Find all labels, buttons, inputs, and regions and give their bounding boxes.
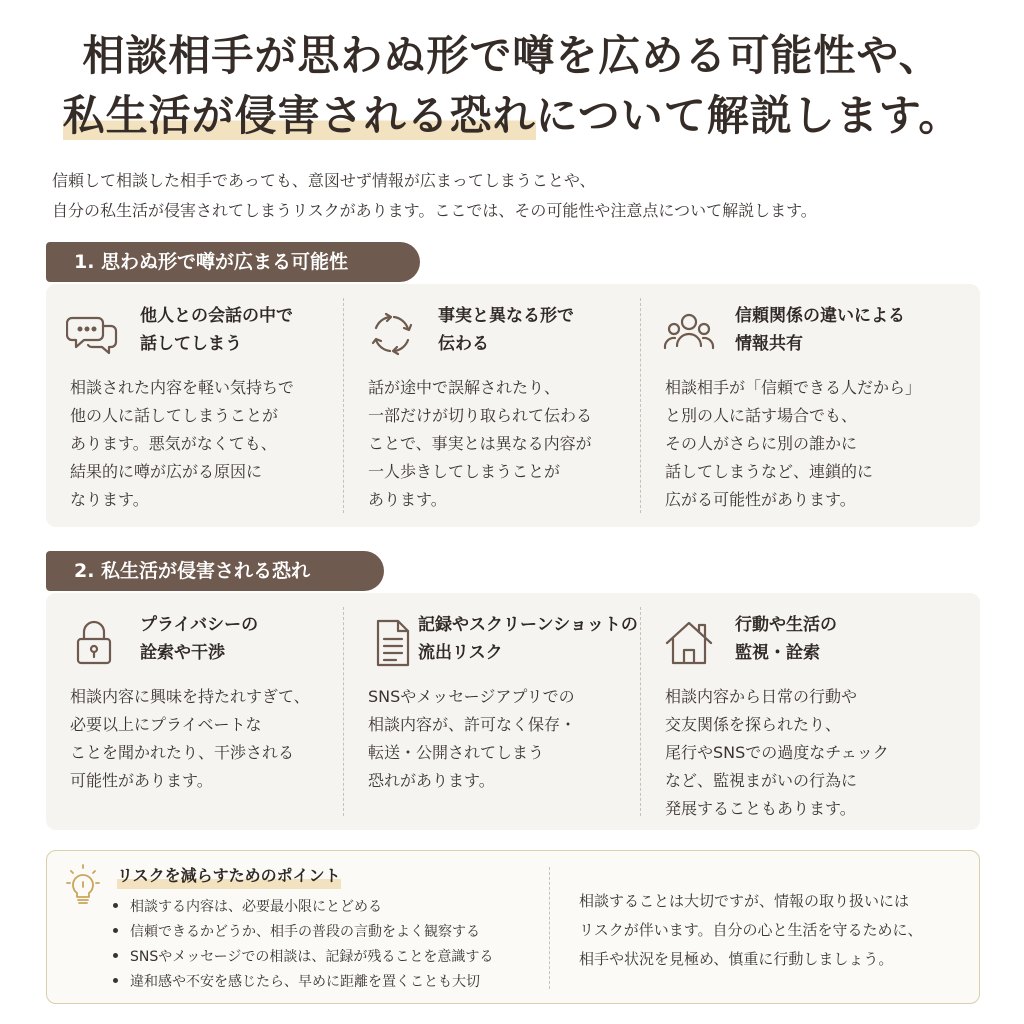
body-line: 他の人に話してしまうことが — [70, 406, 279, 425]
list-item — [113, 945, 493, 970]
body-line: 相談内容に興味を持たれすぎて、 — [70, 687, 310, 706]
body-line: あります。 — [368, 490, 447, 509]
bullet — [113, 953, 118, 958]
body-line: なります。 — [70, 490, 149, 509]
title-line-2 — [0, 86, 1024, 146]
chat-bubbles-icon — [66, 306, 122, 362]
item-heading — [735, 611, 945, 667]
body-line: ことで、事実とは異なる内容が — [368, 434, 592, 453]
list-item — [113, 970, 493, 995]
item-heading — [140, 611, 350, 667]
section-2-item-3 — [640, 607, 937, 816]
house-icon — [661, 615, 717, 671]
body-line: ことを聞かれたり、干渉される — [70, 743, 295, 762]
note-line: 相談することは大切ですが、情報の取り扱いには — [579, 892, 910, 910]
section-2-label: 2. 私生活が侵害される恐れ — [46, 551, 384, 591]
item-body — [368, 683, 638, 795]
cycle-arrows-icon — [364, 306, 420, 362]
heading-line: プライバシーの — [140, 615, 259, 635]
section-1-item-2 — [343, 298, 640, 513]
body-line: 広がる可能性があります。 — [665, 490, 856, 509]
heading-line: 監視・詮索 — [735, 643, 820, 663]
section-2-panel — [46, 593, 980, 830]
tips-title: リスクを減らすためのポイント — [117, 863, 341, 889]
item-body — [665, 683, 935, 823]
body-line: 相談相手が「信頼できる人だから」 — [665, 378, 922, 397]
item-heading — [735, 302, 945, 358]
list-item — [113, 920, 493, 945]
body-line: 話してしまうなど、連鎖的に — [665, 462, 874, 481]
heading-line: 事実と異なる形で — [438, 306, 574, 326]
section-2-item-2 — [343, 607, 640, 816]
body-line: 話が途中で誤解されたり、 — [368, 378, 561, 397]
body-line: 恐れがあります。 — [368, 771, 495, 790]
section-1-item-3 — [640, 298, 937, 513]
lock-icon — [66, 615, 122, 671]
body-line: 相談された内容を軽い気持ちで — [70, 378, 294, 397]
heading-line: 伝わる — [438, 334, 489, 354]
note-line: 相手や状況を見極め、慎重に行動しましょう。 — [579, 950, 894, 968]
intro-line-2: 自分の私生活が侵害されてしまうリスクがあります。ここでは、その可能性や注意点について解説します。 — [52, 201, 817, 220]
heading-line: 情報共有 — [735, 334, 803, 354]
bullet — [113, 928, 118, 933]
tips-list — [113, 895, 493, 995]
body-line: など、監視まがいの行為に — [665, 771, 858, 790]
body-line: と別の人に話す場合でも、 — [665, 406, 858, 425]
body-line: その人がさらに別の誰かに — [665, 434, 858, 453]
bullet — [113, 903, 118, 908]
body-line: 相談内容が、許可なく保存・ — [368, 715, 577, 734]
heading-line: 他人との会話の中で — [140, 306, 293, 326]
body-line: 相談内容から日常の行動や — [665, 687, 858, 706]
list-item — [113, 895, 493, 920]
divider — [549, 867, 550, 989]
body-line: 一部だけが切り取られて伝わる — [368, 406, 593, 425]
heading-line: 流出リスク — [418, 643, 503, 663]
body-line: SNSやメッセージアプリでの — [368, 687, 575, 706]
title-line-1: 相談相手が思わぬ形で噂を広める可能性や、 — [82, 31, 942, 80]
item-body — [665, 374, 935, 514]
body-line: 必要以上にプライベートな — [70, 715, 262, 734]
heading-line: 信頼関係の違いによる — [735, 306, 905, 326]
item-heading — [140, 302, 350, 358]
title-line-2-rest: について解説します。 — [535, 91, 962, 140]
tips-box — [46, 850, 980, 1004]
tip-text: 相談する内容は、必要最小限にとどめる — [130, 899, 382, 915]
intro-text — [52, 166, 982, 226]
body-line: 結果的に噂が広がる原因に — [70, 462, 263, 481]
body-line: 交友関係を探られたり、 — [665, 715, 842, 734]
heading-line: 詮索や干渉 — [140, 643, 225, 663]
section-1-label: 1. 思わぬ形で噂が広まる可能性 — [46, 242, 420, 282]
people-icon — [661, 306, 717, 362]
page-title — [0, 26, 1024, 146]
note-line: リスクが伴います。自分の心と生活を守るために、 — [579, 921, 923, 939]
tips-note — [579, 887, 969, 974]
body-line: 転送・公開されてしまう — [368, 743, 545, 762]
intro-line-1: 信頼して相談した相手であっても、意図せず情報が広まってしまうことや、 — [52, 171, 596, 190]
body-line: 一人歩きしてしまうことが — [368, 462, 561, 481]
document-icon — [364, 615, 420, 671]
body-line: 発展することもあります。 — [665, 799, 856, 818]
item-heading — [418, 611, 638, 667]
item-body — [70, 374, 340, 514]
tip-text: SNSやメッセージでの相談は、記録が残ることを意識する — [130, 949, 494, 965]
item-body — [368, 374, 638, 514]
heading-line: 話してしまう — [140, 334, 242, 354]
tip-text: 信頼できるかどうか、相手の普段の言動をよく観察する — [130, 924, 480, 940]
body-line: 可能性があります。 — [70, 771, 213, 790]
section-1-item-1 — [46, 298, 343, 513]
heading-line: 行動や生活の — [735, 615, 837, 635]
section-1-panel — [46, 284, 980, 527]
section-2-item-1 — [46, 607, 343, 816]
title-highlight: 私生活が侵害される恐れ — [62, 91, 536, 140]
item-body — [70, 683, 340, 795]
body-line: 尾行やSNSでの過度なチェック — [665, 743, 889, 762]
bullet — [113, 978, 118, 983]
tip-text: 違和感や不安を感じたら、早めに距離を置くことも大切 — [130, 974, 480, 990]
heading-line: 記録やスクリーンショットの — [418, 615, 638, 635]
lightbulb-icon — [63, 863, 103, 907]
item-heading — [438, 302, 648, 358]
body-line: あります。悪気がなくても、 — [70, 434, 277, 453]
